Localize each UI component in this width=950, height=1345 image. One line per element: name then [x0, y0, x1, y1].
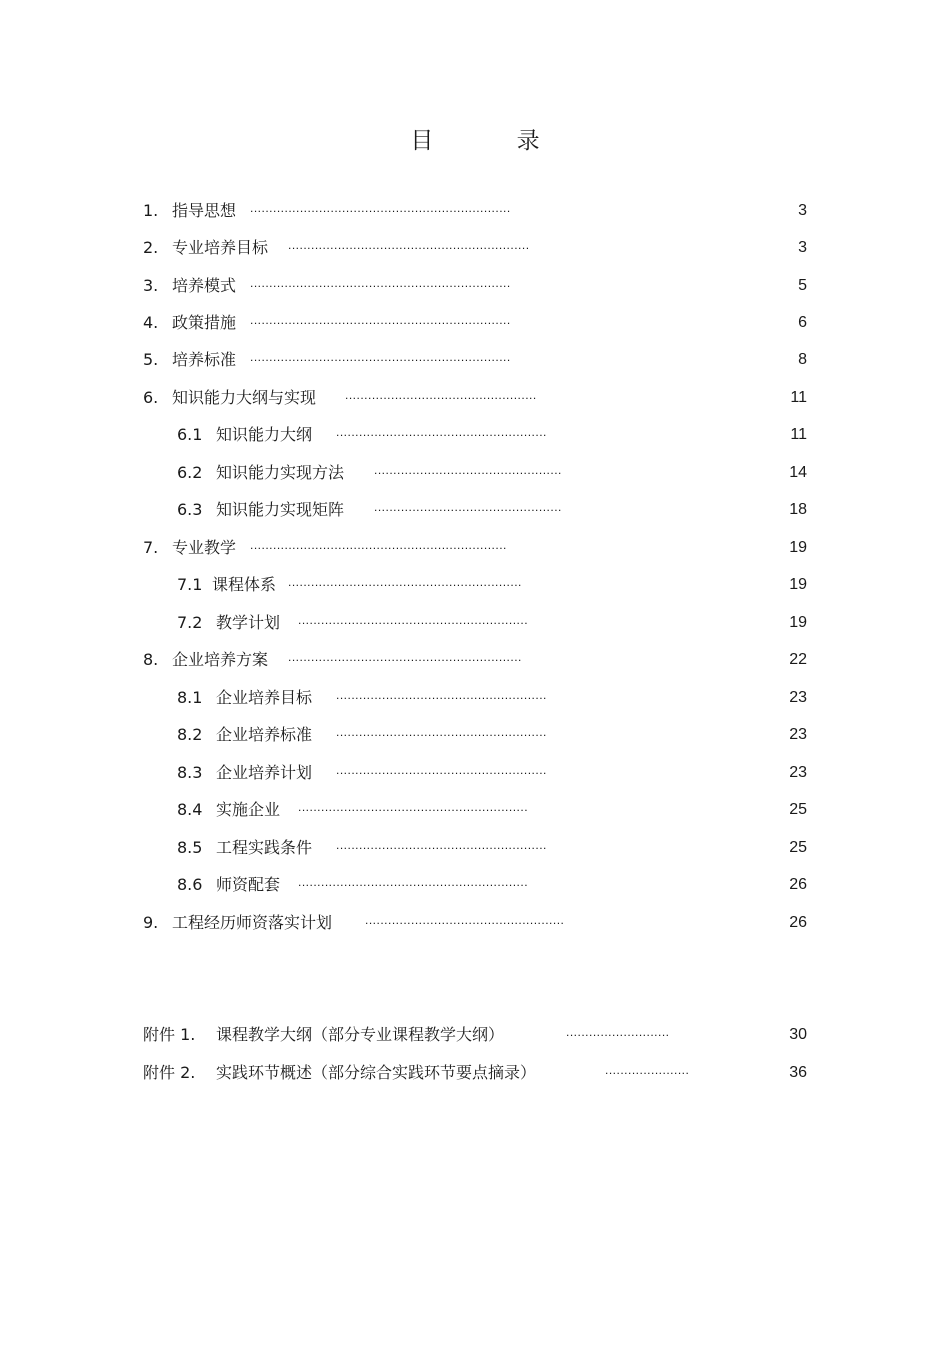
- toc-leader-dots: ....................................................: [365, 913, 565, 927]
- toc-entry-number: 附件 1.: [143, 1025, 196, 1044]
- toc-entry: [0, 199, 950, 223]
- toc-entry-label: 企业培养方案: [172, 650, 269, 669]
- toc-entry-number: 6.2: [177, 463, 203, 482]
- toc-entry-number: 7.1: [177, 575, 203, 594]
- toc-entry-label: 师资配套: [216, 875, 281, 894]
- toc-entry: [0, 536, 950, 560]
- toc-entry-label: 课程体系: [212, 575, 277, 594]
- toc-entry-label: 企业培养计划: [216, 763, 313, 782]
- toc-page-number: 18: [789, 501, 807, 518]
- toc-leader-dots: ...........................: [566, 1025, 670, 1039]
- toc-page-number: 25: [789, 801, 807, 818]
- toc-page-number: 22: [789, 651, 807, 668]
- toc-entry: [0, 423, 950, 447]
- toc-entry-number: 4.: [143, 313, 159, 332]
- toc-page-number: 11: [790, 426, 807, 443]
- toc-leader-dots: ...............................................................: [288, 238, 530, 252]
- toc-page-number: 26: [789, 914, 807, 931]
- toc-leader-dots: .......................................................: [336, 425, 547, 439]
- toc-page-number: 6: [798, 314, 807, 331]
- toc-entry: [0, 348, 950, 372]
- toc-entry: [0, 1023, 950, 1047]
- toc-leader-dots: .......................................................: [336, 763, 547, 777]
- toc-page-number: 30: [789, 1026, 807, 1043]
- toc-entry: [0, 274, 950, 298]
- toc-entry-number: 7.: [143, 538, 159, 557]
- toc-page-number: 3: [798, 202, 807, 219]
- toc-entry: [0, 873, 950, 897]
- toc-leader-dots: ............................................................: [298, 875, 529, 889]
- toc-entry-label: 知识能力大纲: [216, 425, 313, 444]
- toc-entry-number: 8.3: [177, 763, 203, 782]
- toc-leader-dots: ............................................................: [298, 613, 529, 627]
- toc-entry: [0, 798, 950, 822]
- toc-entry-label: 专业培养目标: [172, 238, 269, 257]
- toc-entry-number: 3.: [143, 276, 159, 295]
- toc-entry: [0, 761, 950, 785]
- toc-entry: [0, 461, 950, 485]
- toc-entry-label: 课程教学大纲（部分专业课程教学大纲）: [216, 1025, 505, 1044]
- toc-page-number: 3: [798, 239, 807, 256]
- toc-entry-number: 6.: [143, 388, 159, 407]
- toc-leader-dots: .................................................: [374, 463, 562, 477]
- toc-entry-label: 企业培养标准: [216, 725, 313, 744]
- toc-leader-dots: ....................................................................: [250, 313, 511, 327]
- toc-entry-number: 8.: [143, 650, 159, 669]
- toc-entry-label: 政策措施: [172, 313, 237, 332]
- toc-entry: [0, 236, 950, 260]
- toc-leader-dots: .......................................................: [336, 688, 547, 702]
- toc-entry-label: 专业教学: [172, 538, 237, 557]
- toc-entry: [0, 648, 950, 672]
- toc-entry: [0, 836, 950, 860]
- toc-entry-label: 知识能力实现方法: [216, 463, 345, 482]
- toc-entry-label: 实践环节概述（部分综合实践环节要点摘录）: [216, 1063, 537, 1082]
- toc-entry: [0, 1061, 950, 1085]
- toc-leader-dots: ....................................................................: [250, 201, 511, 215]
- toc-page-number: 23: [789, 764, 807, 781]
- toc-entry: [0, 386, 950, 410]
- toc-entry-label: 知识能力实现矩阵: [216, 500, 345, 519]
- toc-leader-dots: .............................................................: [288, 575, 522, 589]
- toc-leader-dots: .......................................................: [336, 838, 547, 852]
- toc-leader-dots: ............................................................: [298, 800, 529, 814]
- toc-leader-dots: .................................................: [374, 500, 562, 514]
- toc-page-number: 5: [798, 277, 807, 294]
- toc-entry: [0, 686, 950, 710]
- toc-entry-number: 1.: [143, 201, 159, 220]
- toc-leader-dots: ...................................................................: [250, 538, 507, 552]
- toc-entry-number: 9.: [143, 913, 159, 932]
- toc-page-number: 19: [789, 576, 807, 593]
- toc-leader-dots: .............................................................: [288, 650, 522, 664]
- toc-page-number: 23: [789, 726, 807, 743]
- toc-entry: [0, 723, 950, 747]
- toc-entry-number: 附件 2.: [143, 1063, 196, 1082]
- toc-entry-number: 7.2: [177, 613, 203, 632]
- toc-entry-number: 8.6: [177, 875, 203, 894]
- toc-entry-number: 2.: [143, 238, 159, 257]
- toc-leader-dots: ....................................................................: [250, 350, 511, 364]
- toc-page-number: 8: [798, 351, 807, 368]
- toc-entry-number: 8.2: [177, 725, 203, 744]
- toc-page-number: 19: [789, 614, 807, 631]
- toc-entry-number: 5.: [143, 350, 159, 369]
- toc-entry: [0, 498, 950, 522]
- toc-entry-number: 8.1: [177, 688, 203, 707]
- toc-page-number: 36: [789, 1064, 807, 1081]
- toc-leader-dots: .......................................................: [336, 725, 547, 739]
- toc-entry: [0, 911, 950, 935]
- toc-entry-label: 知识能力大纲与实现: [172, 388, 317, 407]
- toc-page-number: 11: [790, 389, 807, 406]
- toc-page-number: 26: [789, 876, 807, 893]
- toc-entry-label: 指导思想: [172, 201, 237, 220]
- toc-entry-label: 培养标准: [172, 350, 237, 369]
- toc-title: 目 录: [410, 128, 578, 154]
- toc-entry-number: 8.5: [177, 838, 203, 857]
- toc-entry-label: 工程实践条件: [216, 838, 313, 857]
- toc-entry: [0, 611, 950, 635]
- toc-entry-label: 培养模式: [172, 276, 237, 295]
- toc-entry-number: 6.3: [177, 500, 203, 519]
- toc-entry: [0, 573, 950, 597]
- toc-page-number: 14: [789, 464, 807, 481]
- toc-entry-number: 8.4: [177, 800, 203, 819]
- toc-entry-label: 工程经历师资落实计划: [172, 913, 333, 932]
- toc-entry-label: 教学计划: [216, 613, 281, 632]
- toc-leader-dots: ....................................................................: [250, 276, 511, 290]
- toc-entry-label: 企业培养目标: [216, 688, 313, 707]
- toc-leader-dots: ..................................................: [345, 388, 537, 402]
- toc-entry-label: 实施企业: [216, 800, 281, 819]
- toc-entry-number: 6.1: [177, 425, 203, 444]
- toc-leader-dots: ......................: [605, 1063, 690, 1077]
- toc-page-number: 23: [789, 689, 807, 706]
- toc-page-number: 19: [789, 539, 807, 556]
- toc-entry: [0, 311, 950, 335]
- toc-page-number: 25: [789, 839, 807, 856]
